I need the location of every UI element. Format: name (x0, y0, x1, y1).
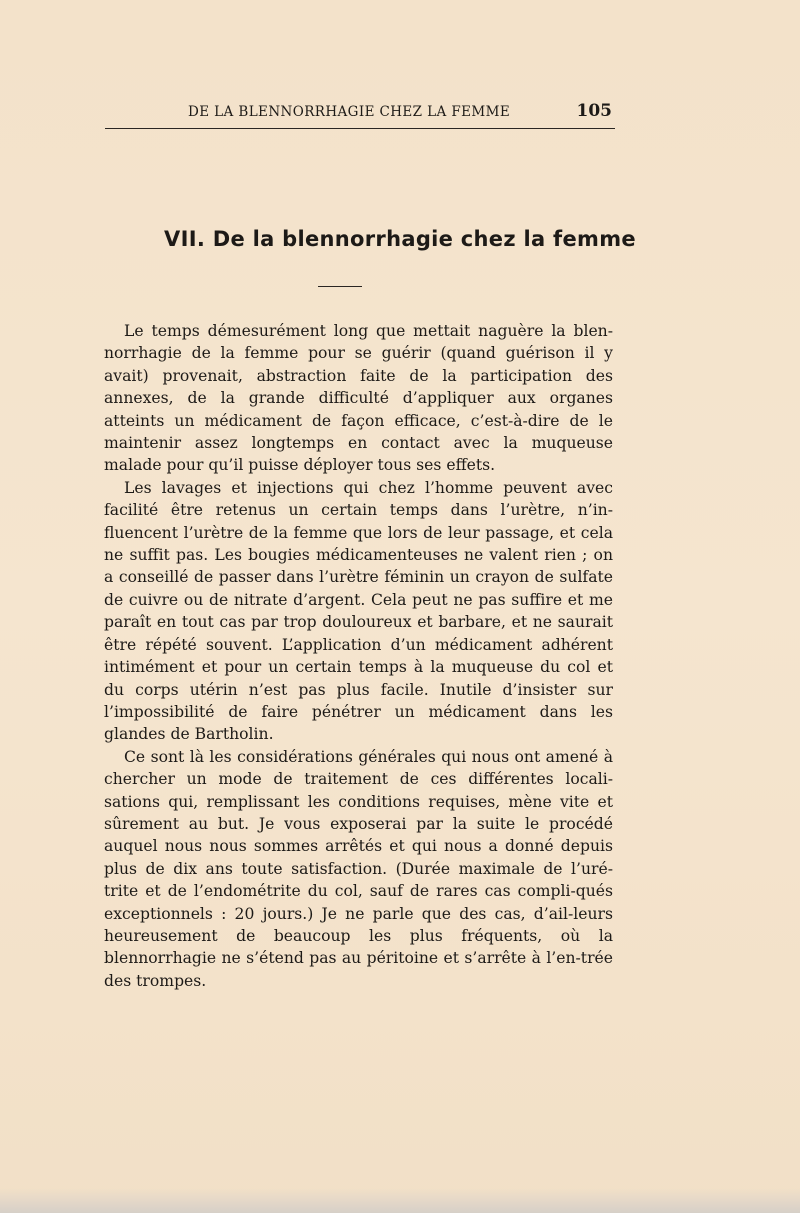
body-text (104, 320, 613, 992)
page-bottom-edge (0, 1188, 800, 1213)
page-number: 105 (576, 101, 612, 121)
paragraph-3: Ce sont là les considérations générales qui nous ont amené à chercher un mode de traitement de ces différentes locali-sations qui, remplissant les conditions requises, mène vite et sûrement au but. Je vous exposerai par la suite le procédé auquel nous nous sommes arrêtés et qui nous a donné depuis plus de dix ans toute satisfaction. (Durée maximale de l’uré-trite et de l’endométrite du col, sauf de rares cas compli-qués exceptionnels : 20 jours.) Je ne parle que des cas, d’ail-leurs heureusement de beaucoup les plus fréquents, où la blennorrhagie ne s’étend pas au péritoine et s’arrête à l’en-trée des trompes. (104, 747, 613, 990)
running-head (105, 101, 615, 125)
title-rule (318, 286, 362, 287)
header-rule (105, 128, 615, 129)
paragraph-2: Les lavages et injections qui chez l’homme peuvent avec facilité être retenus un certain temps dans l’urètre, n’in-fluencent l’urètre de la femme que lors de leur passage, et cela ne suffit pas. Les bougies médicamenteuses ne valent rien ; on a conseillé de passer dans l’urètre féminin un crayon de sulfate de cuivre ou de nitrate d’argent. Cela peut ne pas suffire et me paraît en tout cas par trop douloureux et barbare, et ne saurait être répété souvent. L’application d’un médicament adhérent intimément et pour un certain temps à la muqueuse du col et du corps utérin n’est pas plus facile. Inutile d’insister sur l’impossibilité de faire pénétrer un médicament dans les glandes de Bartholin. (104, 478, 613, 744)
paragraph-1: Le temps démesurément long que mettait naguère la blen-norrhagie de la femme pour se guérir (quand guérison il y avait) provenait, abstraction faite de la participation des annexes, de la grande difficulté d’appliquer aux organes atteints un médicament de façon efficace, c’est-à-dire de le maintenir assez longtemps en contact avec la muqueuse malade pour qu’il puisse déployer tous ses effets. (104, 322, 613, 475)
chapter-title: VII. De la blennorrhagie chez la femme (164, 227, 636, 251)
running-title: DE LA BLENNORRHAGIE CHEZ LA FEMME (188, 104, 511, 120)
